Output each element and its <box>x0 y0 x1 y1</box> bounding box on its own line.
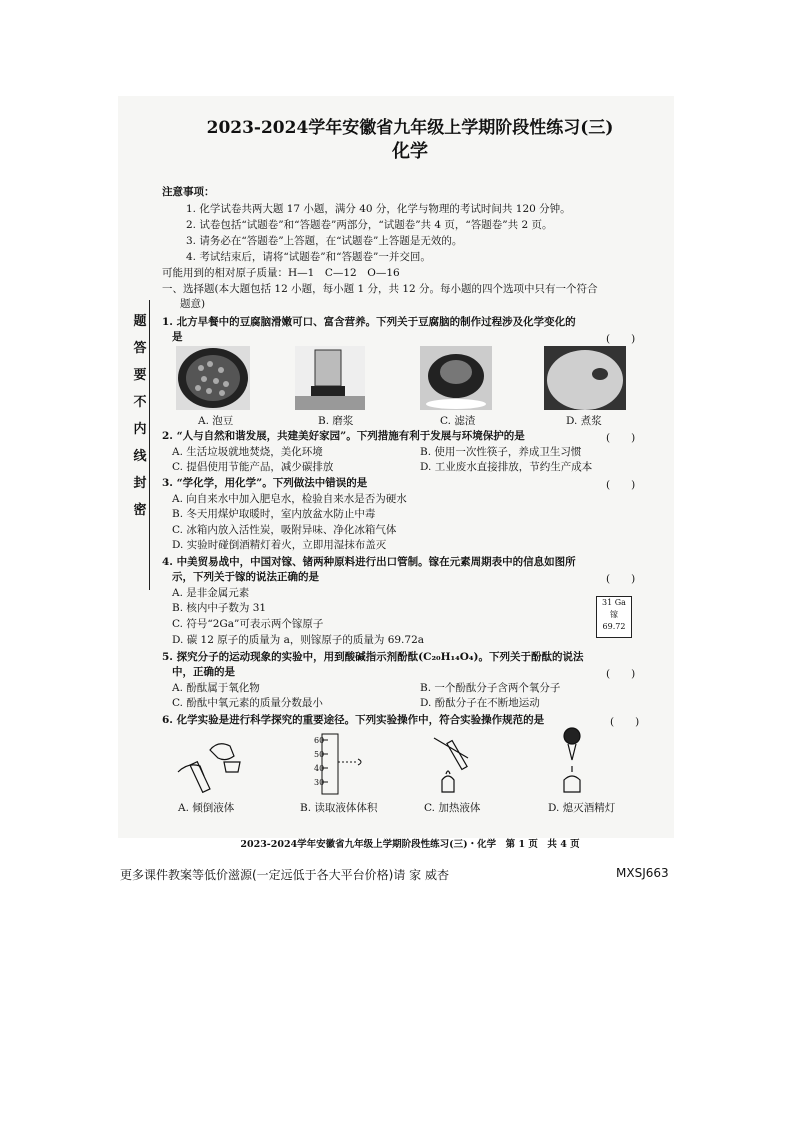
q1-option-a: A. 泡豆 <box>198 415 234 427</box>
q1-answer-paren: ( ) <box>606 333 636 345</box>
document-code: MXSJ663 <box>616 866 669 880</box>
atomic-mass-line: 可能用到的相对原子质量：H—1 C—12 O—16 <box>162 267 400 279</box>
q4-answer-paren: ( ) <box>606 573 636 585</box>
heat-liquid-drawing <box>424 732 484 796</box>
notice-item: 3. 请务必在“答题卷”上答题，在“试题卷”上答题是无效的。 <box>186 235 463 247</box>
q4-option-c: C. 符号“2Ga”可表示两个镓原子 <box>172 618 324 630</box>
q6-option-a: A. 倾倒液体 <box>178 802 235 814</box>
binding-char: 要 <box>133 368 147 383</box>
q6-answer-paren: ( ) <box>610 716 640 728</box>
q2-option-a: A. 生活垃圾就地焚烧，美化环境 <box>172 446 323 458</box>
q5-answer-paren: ( ) <box>606 668 636 680</box>
q5-stem: 5. 探究分子的运动现象的实验中，用到酸碱指示剂酚酞(C₂₀H₁₄O₄)。下列关于酚酞的说法 <box>162 651 584 663</box>
q1-option-d: D. 煮浆 <box>566 415 602 427</box>
exam-title: 2023-2024学年安徽省九年级上学期阶段性练习(三) <box>206 118 614 138</box>
q6-stem: 6. 化学实验是进行科学探究的重要途径。下列实验操作中，符合实验操作规范的是 <box>162 714 545 726</box>
exam-subject: 化学 <box>392 141 428 162</box>
binding-text <box>130 312 150 520</box>
q1-stem: 1. 北方早餐中的豆腐脑滑嫩可口、富含营养。下列关于豆腐脑的制作过程涉及化学变化的 <box>162 316 576 328</box>
notice-item: 2. 试卷包括“试题卷”和“答题卷”两部分，“试题卷”共 4 页，“答题卷”共 2 页。 <box>186 219 553 231</box>
gallium-element-card <box>596 596 632 638</box>
q3-stem: 3. “学化学，用化学”。下列做法中错误的是 <box>162 477 368 489</box>
q3-answer-paren: ( ) <box>606 479 636 491</box>
boiling-image <box>544 346 626 410</box>
soaking-beans-image <box>176 346 250 410</box>
cylinder-tick-40: 40 <box>314 764 325 773</box>
q2-answer-paren: ( ) <box>606 432 636 444</box>
q3-option-d: D. 实验时碰倒酒精灯着火，立即用湿抹布盖灭 <box>172 539 387 551</box>
q5-option-d: D. 酚酞分子在不断地运动 <box>420 697 540 709</box>
promo-text: 更多课件教案等低价滋源(一定远低于各大平台价格)请 家 威杏 <box>120 868 449 882</box>
q1-option-c: C. 滤渣 <box>440 415 476 427</box>
section-heading: 一、选择题(本大题包括 12 小题，每小题 1 分，共 12 分。每小题的四个选项中只有一个符合 <box>162 283 598 295</box>
notice-item: 4. 考试结束后，请将“试题卷”和“答题卷”一并交回。 <box>186 251 431 263</box>
notice-heading: 注意事项： <box>162 186 215 198</box>
q5-option-c: C. 酚酞中氧元素的质量分数最小 <box>172 697 323 709</box>
q3-option-c: C. 冰箱内放入活性炭，吸附异味、净化冰箱气体 <box>172 524 397 536</box>
grinding-image <box>295 346 365 410</box>
q4-option-a: A. 是非金属元素 <box>172 587 250 599</box>
q5-option-a: A. 酚酞属于氧化物 <box>172 682 260 694</box>
q6-option-d: D. 熄灭酒精灯 <box>548 802 616 814</box>
q2-option-c: C. 提倡使用节能产品，减少碳排放 <box>172 461 334 473</box>
cylinder-tick-30: 30 <box>314 778 325 787</box>
pour-liquid-drawing <box>174 732 248 796</box>
binding-char: 不 <box>133 395 147 410</box>
element-mass: 69.72 <box>602 622 626 631</box>
q5-stem-cont: 中，正确的是 <box>172 666 235 678</box>
section-heading-cont: 题意) <box>180 298 206 310</box>
q2-option-d: D. 工业废水直接排放，节约生产成本 <box>420 461 593 473</box>
q2-stem: 2. “人与自然和谐发展，共建美好家园”。下列措施有利于发展与环境保护的是 <box>162 430 525 442</box>
page-footer: 2023-2024学年安徽省九年级上学期阶段性练习(三)・化学 第 1 页 共 4 页 <box>240 839 580 850</box>
q2-option-b: B. 使用一次性筷子，养成卫生习惯 <box>420 446 582 458</box>
q4-option-d: D. 碳 12 原子的质量为 a，则镓原子的质量为 69.72a <box>172 634 425 646</box>
extinguish-lamp-drawing <box>548 726 598 796</box>
q4-stem: 4. 中美贸易战中，中国对镓、锗两种原料进行出口管制。镓在元素周期表中的信息如图所 <box>162 556 576 568</box>
q3-option-a: A. 向自来水中加入肥皂水，检验自来水是否为硬水 <box>172 493 407 505</box>
notice-item: 1. 化学试卷共两大题 17 小题，满分 40 分，化学与物理的考试时间共 120 分钟。 <box>186 203 571 215</box>
cylinder-tick-50: 50 <box>314 750 325 759</box>
q4-option-b: B. 核内中子数为 31 <box>172 602 267 614</box>
q5-option-b: B. 一个酚酞分子含两个氧分子 <box>420 682 561 694</box>
q4-stem-cont: 示，下列关于镓的说法正确的是 <box>172 571 319 583</box>
q1-stem-cont: 是 <box>172 331 183 343</box>
binding-char: 密 <box>133 503 147 518</box>
binding-char: 线 <box>133 449 147 464</box>
binding-char: 题 <box>133 314 147 329</box>
q6-option-b: B. 读取液体体积 <box>300 802 378 814</box>
filtering-image <box>420 346 492 410</box>
cylinder-tick-60: 60 <box>314 736 325 745</box>
element-name: 镓 <box>610 610 618 619</box>
q1-option-b: B. 磨浆 <box>318 415 354 427</box>
binding-char: 内 <box>133 422 147 437</box>
q6-option-c: C. 加热液体 <box>424 802 481 814</box>
q3-option-b: B. 冬天用煤炉取暖时，室内放盆水防止中毒 <box>172 508 376 520</box>
binding-char: 答 <box>133 341 147 356</box>
binding-char: 封 <box>133 476 147 491</box>
element-number: 31 <box>602 598 613 607</box>
element-symbol: Ga <box>614 598 626 607</box>
